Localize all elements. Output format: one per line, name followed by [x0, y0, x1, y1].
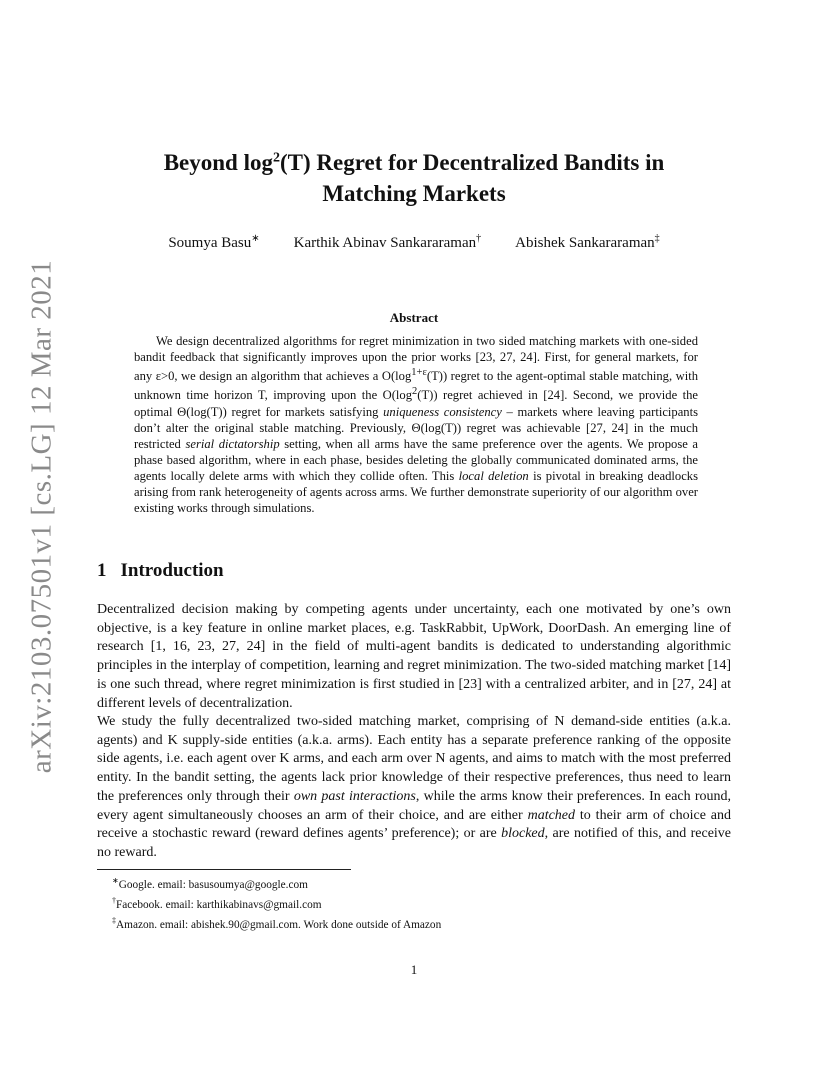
author-mark: ∗ [251, 233, 260, 244]
footnote [112, 913, 712, 933]
title-line2: Matching Markets [322, 181, 506, 206]
footnotes [112, 873, 712, 933]
abstract-superscript: 2 [412, 386, 418, 398]
author [168, 233, 259, 252]
abstract-sentence: setting, when all arms have the same preference over the agents. We propose a phase based algorithm, where in each phase, besides deleting the globally communicated dominated arms, the agents locally delete arms with which they collide often. This [134, 436, 698, 484]
footnote-mark: ∗ [112, 876, 119, 885]
footnote-divider [97, 869, 351, 870]
paragraph-sentence: , while the arms know their preferences. In each round, every agent simultaneously chooses an arm of their choice, and are either [97, 788, 732, 823]
abstract-emphasis: uniqueness consistency [383, 404, 502, 419]
author-mark: † [476, 233, 482, 244]
paragraph-emphasis: blocked [501, 826, 545, 842]
arxiv-identifier-text: arXiv:2103.07501v1 [cs.LG] 12 Mar 2021 [25, 259, 58, 773]
abstract-heading: Abstract [389, 310, 439, 325]
title-part1: Beyond log [163, 150, 273, 175]
footnote-text: Facebook. email: karthikabinavs@gmail.com [116, 898, 322, 911]
paragraph-emphasis: matched [527, 807, 576, 823]
author-name: Karthik Abinav Sankararaman [293, 235, 477, 251]
section-number: 1 [97, 560, 107, 581]
title-part2: (T) Regret for Decentralized Bandits in [279, 150, 665, 175]
author-name: Soumya Basu [168, 235, 252, 251]
author-name: Abishek Sankararaman [515, 235, 655, 251]
footnote-mark: ‡ [112, 916, 116, 926]
section-title: Introduction [120, 560, 224, 581]
author [515, 233, 660, 252]
footnote [112, 873, 712, 893]
abstract-sentence: (T)) regret achieved in [24]. Second, we provide the optimal Θ(log(T)) regret for markets satisfying [134, 388, 699, 419]
footnote-text: Amazon. email: abishek.90@gmail.com. Work done outside of Amazon [116, 918, 442, 931]
paragraph-sentence: We study the fully decentralized two-sided matching market, comprising of N demand-side entities (a.k.a. agents) and K supply-side entities (a.k.a. arms). Each entity has a separate preference ranking of the opposite side agents, i.e. each agent over K arms, and each arm over N agents, and aims to match with the most preferred entity. In the bandit setting, the agents lack prior knowledge of their respective preferences, thus need to learn the preferences only through their [97, 714, 731, 804]
page-number: 1 [410, 962, 418, 977]
paragraph-sentence: , are notified of this, and receive no reward. [97, 826, 732, 860]
footnote-text: Google. email: basusoumya@google.com [118, 878, 308, 891]
abstract-sentence: (T)) regret to the agent-optimal stable matching, with unknown time horizon T, improving upon the O(log [134, 369, 699, 403]
abstract-sentence: – markets where leaving participants don’t alter the original stable matching. Previously, Θ(log(T)) regret was achievable [27, 24] in the much restricted [134, 404, 698, 451]
section-heading [97, 560, 224, 582]
author-mark: ‡ [654, 233, 660, 244]
body-paragraph: Decentralized decision making by competing agents under uncertainty, each one motivated by one’s own objective, is a key feature in online market places, e.g. TaskRabbit, UpWork, DoorDash. An emerging line of research [1, 16, 23, 27, 24] in the field of multi-agent bandits is dedicated to understanding algorithmic principles in the interplay of competition, learning and regret minimization. The two-sided matching market [14] is one such thread, where regret minimization is first studied in [23] with a centralized arbiter, and in [27, 24] at different levels of decentralization. [97, 602, 731, 711]
arxiv-identifier [20, 259, 64, 773]
paragraph-sentence: to their arm of choice and receive a stochastic reward (reward defines agents’ preference); or are [97, 807, 732, 842]
footnote-mark: † [112, 896, 116, 906]
abstract-sentence: is pivotal in breaking deadlocks arising from rank heterogeneity of agents across arms. We further demonstrate superiority of our algorithm over existing works through simulations. [134, 469, 698, 516]
title-superscript: 2 [272, 150, 280, 166]
paragraph-emphasis: own past interactions [293, 788, 416, 804]
abstract-emphasis: serial dictatorship [185, 436, 280, 451]
abstract-text [134, 333, 698, 516]
paper-title [96, 147, 732, 209]
footnote [112, 893, 712, 913]
abstract-sentence: We design decentralized algorithms for regret minimization in two sided matching markets with one-sided bandit feedback that significantly improves upon the prior works [23, 27, 24]. First, for general markets, for any ε>0, we design an algorithm that achieves a O(log [134, 334, 698, 384]
body-paragraph [97, 713, 731, 863]
abstract-superscript: 1+ε [411, 367, 427, 379]
abstract-emphasis: local deletion [458, 469, 529, 484]
author [294, 233, 481, 252]
author-list [96, 233, 732, 252]
